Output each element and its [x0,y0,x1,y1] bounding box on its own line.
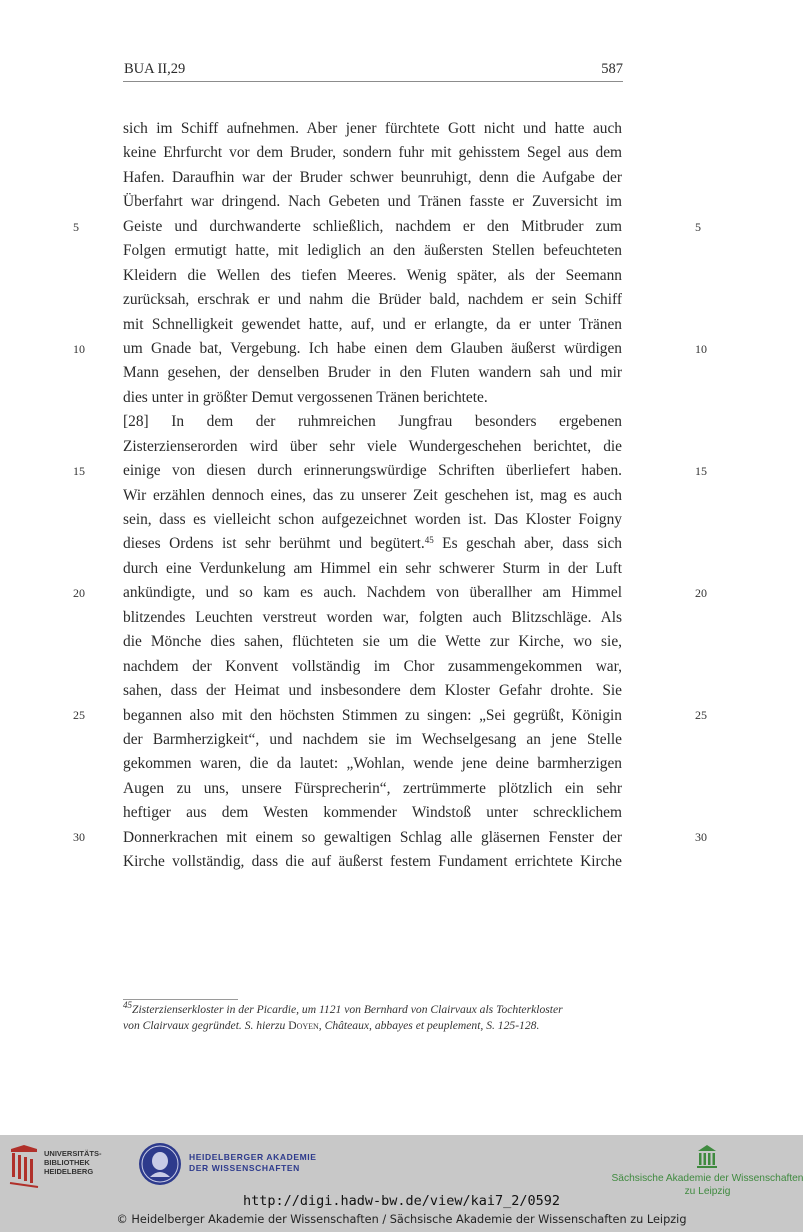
footnote-line [123,1018,623,1034]
text-line: die Mönche dies sahen, flüchteten sie um die Wette zur Kirche, wo sie, [123,633,622,651]
text-line: ankündigte, und so kam es auch. Nachdem von überallher am Himmel [123,584,622,602]
running-head-signature: BUA II,29 [124,61,186,77]
text-line: Wir erzählen dennoch eines, das zu unserer Zeit geschehen ist, mag es auch [123,486,622,504]
text-line: sich im Schiff aufnehmen. Aber jener fürchtete Gott nicht und hatte auch [123,120,622,137]
text-line: gekommen waren, die da lautet: „Wohlan, wende jene deine barmherzigen [123,755,622,773]
line-number-right: 20 [695,586,707,600]
text-line: sahen, dass der Heimat und insbesondere dem Kloster Gefahr drohte. Sie [123,682,622,700]
text-line-part: dieses Ordens ist sehr berühmt und begütert. [123,535,425,553]
text-line: Donnerkrachen mit einem so gewaltigen Schlag alle gläsernen Fenster der [123,828,622,846]
footnote-text: , Châteaux, abbayes et peuplement, S. 125-128. [318,1019,540,1032]
saxon-academy-emblem-icon[interactable] [696,1143,718,1169]
running-head [123,61,623,82]
text-line: Überfahrt war dringend. Nach Gebeten und Tränen fasste er Zuversicht im [123,193,622,211]
text-line: Augen zu uns, unsere Fürsprecherin“, zertrümmerte plötzlich ein sehr [123,779,622,797]
line-number-left: 20 [73,586,85,600]
line-number-right: 25 [695,708,707,722]
line-number-left: 25 [73,708,85,722]
text-line: nachdem der Konvent vollständig im Chor zusammengekommen war, [123,657,622,675]
footer-bar [0,1135,803,1232]
footnote-text: von Clairvaux gegründet. S. hierzu [123,1019,289,1032]
saxon-academy-name: Sächsische Akademie der Wissenschaften zu Leipzig [611,1173,803,1197]
text-line: blitzendes Leuchten verstreut worden war, folgten auch Blitzschläge. Als [123,608,622,626]
text-line: Kleidern die Wellen des tiefen Meeres. Wenig später, als der Seemann [123,266,622,284]
text-line: Geiste und durchwanderte schließlich, nachdem er den Mitbruder zum [123,217,622,235]
text-line: um Gnade bat, Vergebung. Ich habe einen dem Glauben äußerst würdigen [123,339,622,357]
text-line: einige von diesen durch erinnerungswürdige Schriften überliefert haben. [123,462,622,480]
text-line-with-footnote-ref [123,532,622,556]
page-number: 587 [601,61,623,77]
text-line: Folgen ermutigt hatte, mit lediglich an den äußersten Stellen befeuchteten [123,242,622,260]
text-line: keine Ehrfurcht vor dem Bruder, sondern fuhr mit gehisstem Segel aus dem [123,144,622,162]
text-line: Zisterzienserorden wird über sehr viele Wundergeschehen berichtet, die [123,437,622,455]
footnote-text: Zisterzienserkloster in der Picardie, um 1121 von Bernhard von Clairvaux als Tochterkloster [132,1003,563,1016]
text-line: der Barmherzigkeit“, und nachdem sie im Wechselgesang an jene Stelle [123,730,622,748]
footnote-author: Doyen [288,1019,319,1032]
text-line: sein, dass es vielleicht schon aufgezeichnet worden ist. Das Kloster Foigny [123,511,622,528]
line-number-right: 5 [695,220,701,234]
text-line: Hafen. Daraufhin war der Bruder schwer beunruhigt, denn die Aufgabe der [123,168,622,186]
text-line: mit Schnelligkeit gewendet hatte, auf, und er erlangte, da er unter Tränen [123,315,622,333]
line-number-left: 15 [73,464,85,478]
line-number-right: 30 [695,830,707,844]
text-line: durch eine Verdunkelung am Himmel ein sehr schwerer Sturm in der Luft [123,559,622,577]
text-line-part: Es geschah aber, dass sich [433,535,622,553]
line-number-right: 15 [695,464,707,478]
footnote-line [123,1002,623,1018]
text-line: [28] In dem der ruhmreichen Jungfrau besonders ergebenen [123,413,622,431]
heidelberg-academy-name: HEIDELBERGER AKADEMIE DER WISSENSCHAFTEN [189,1152,317,1173]
university-library-name: UNIVERSITÄTS- BIBLIOTHEK HEIDELBERG [44,1149,102,1176]
line-number-left: 5 [73,220,79,234]
body-text [123,117,622,875]
footnote [123,1002,623,1034]
copyright-notice: © Heidelberger Akademie der Wissenschaften / Sächsische Akademie der Wissenschaften zu Leipzig [116,1213,687,1226]
text-line: dies unter in größter Demut vergossenen Tränen berichtete. [123,388,488,406]
footnote-rule [123,999,238,1000]
text-line: begannen also mit den höchsten Stimmen zu singen: „Sei gegrüßt, Königin [123,706,622,724]
footnote-marker: 45 [123,1000,132,1010]
academy-seal-icon[interactable] [139,1143,181,1185]
footnote-reference[interactable]: 45 [424,535,434,546]
text-line: Kirche vollständig, dass die auf äußerst festem Fundament errichtete Kirche [123,853,622,871]
text-line: Mann gesehen, der denselben Bruder in den Fluten wandern sah und mir [123,364,622,382]
line-number-left: 30 [73,830,85,844]
line-number-left: 10 [73,342,85,356]
text-line: heftiger aus dem Westen kommender Windstoß unter schrecklichem [123,804,622,822]
permalink-url[interactable]: http://digi.hadw-bw.de/view/kai7_2/0592 [243,1193,560,1209]
text-line: zurücksah, erschrak er und nahm die Brüder bald, nachdem er sein Schiff [123,291,622,309]
line-number-right: 10 [695,342,707,356]
